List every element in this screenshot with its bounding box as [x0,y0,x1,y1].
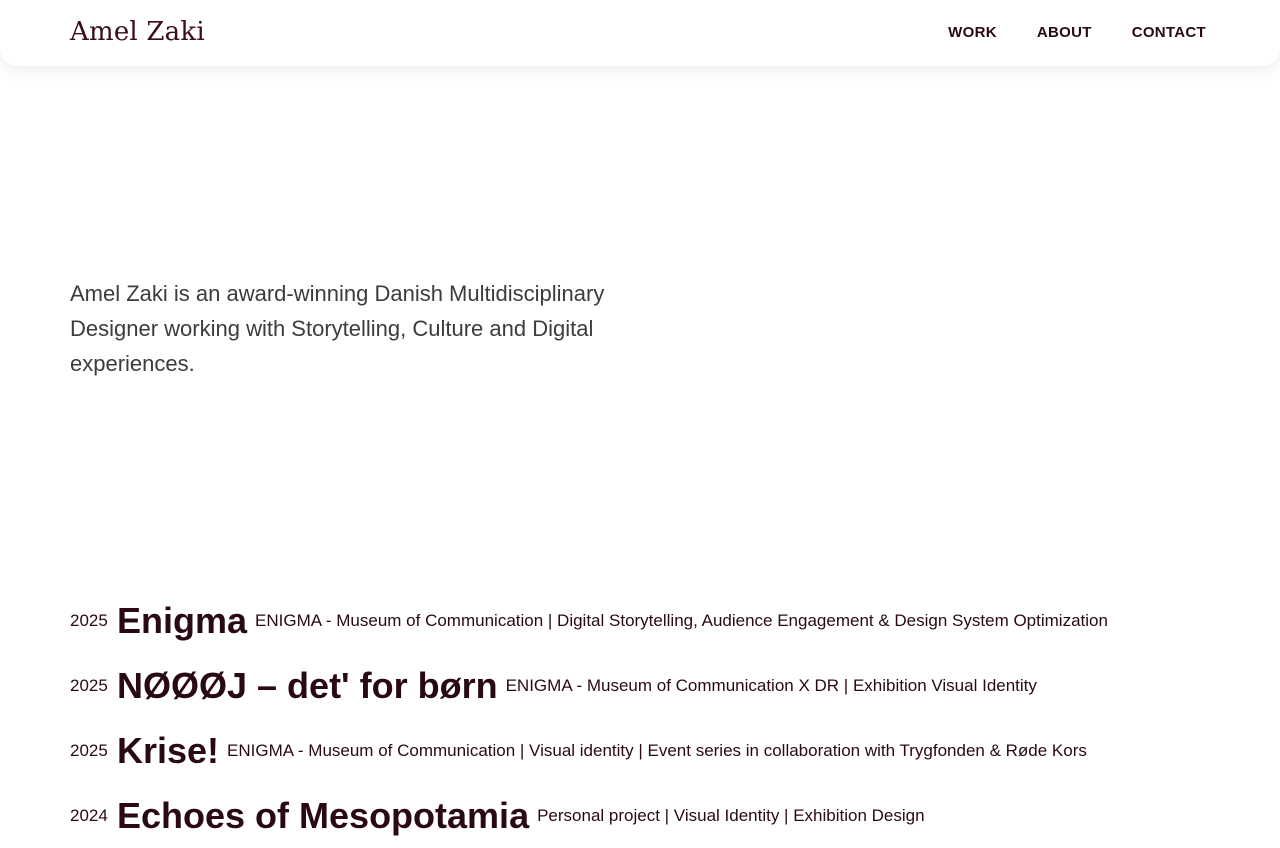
project-description: ENIGMA - Museum of Communication | Digital Storytelling, Audience Engagement & Design System Optimization [255,610,1108,630]
project-row-krise[interactable] [70,718,1250,783]
project-year: 2024 [70,805,108,825]
project-title[interactable]: Echoes of Mesopotamia [117,794,530,836]
intro-text: Amel Zaki is an award-winning Danish Multidisciplinary Designer working with Storytelling, Culture and Digital experiences. [70,281,605,376]
project-description: Personal project | Visual Identity | Exhibition Design [537,805,925,825]
project-row-echoes[interactable] [70,783,1250,848]
nav-contact-link[interactable]: CONTACT [1131,24,1206,41]
project-description: ENIGMA - Museum of Communication | Visual identity | Event series in collaboration with Trygfonden & Røde Kors [227,740,1087,760]
site-header [0,0,1280,66]
project-title[interactable]: Krise! [117,729,220,771]
project-title[interactable]: Enigma [117,599,248,641]
project-year: 2025 [70,610,108,630]
project-row-enigma[interactable] [70,588,1250,653]
site-logo[interactable]: Amel Zaki [70,17,205,47]
project-title[interactable]: NØØØJ – det' for børn [117,664,498,706]
project-year: 2025 [70,675,108,695]
project-year: 2025 [70,740,108,760]
project-row-noooj[interactable] [70,653,1250,718]
project-list [70,588,1250,848]
nav-work-link[interactable]: WORK [948,24,997,41]
main-nav [948,24,1206,41]
nav-about-link[interactable]: ABOUT [1036,24,1092,41]
project-description: ENIGMA - Museum of Communication X DR | Exhibition Visual Identity [505,675,1037,695]
